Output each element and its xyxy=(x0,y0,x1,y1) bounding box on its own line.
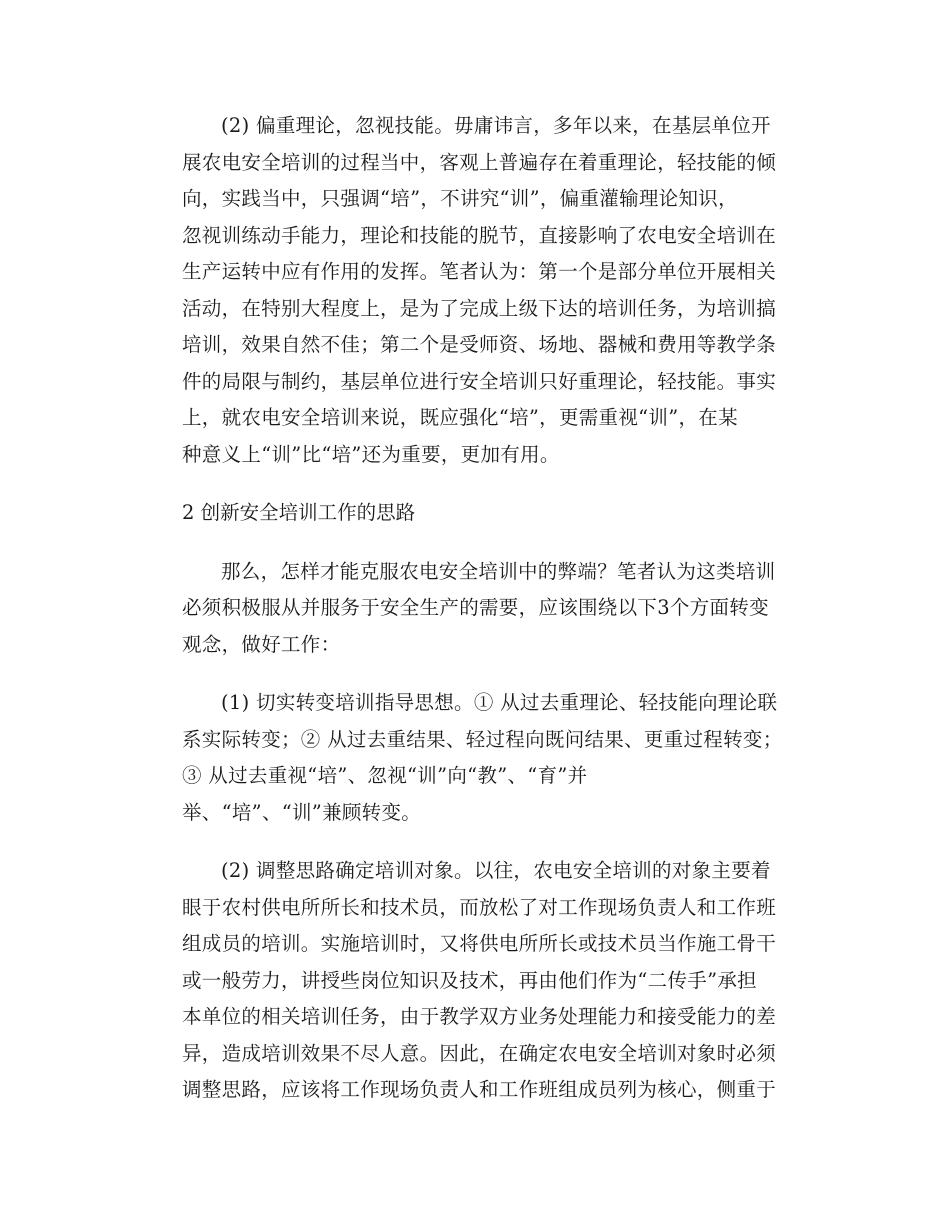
text-line: (1) 切实转变培训指导思想。① 从过去重理论、轻技能向理论联 xyxy=(221,691,778,714)
section-heading xyxy=(143,495,808,532)
paragraph-change-guiding-thought xyxy=(143,685,808,831)
text-line: 生产运转中应有作用的发挥。笔者认为：第一个是部分单位开展相关 xyxy=(182,260,777,283)
text-line: 或一般劳力，讲授些岗位知识及技术，再由他们作为“二传手”承担 xyxy=(182,968,757,992)
text-line: 举、“培”、“训”兼顾转变。 xyxy=(182,800,422,824)
paragraph-how-to-overcome xyxy=(143,554,808,664)
text-line: (2) 偏重理论，忽视技能。毋庸讳言，多年以来，在基层单位开 xyxy=(221,114,771,137)
text-line: 活动，在特别大程度上，是为了完成上级下达的培训任务，为培训搞 xyxy=(182,296,777,320)
text-line: 展农电安全培训的过程当中，客观上普遍存在着重理论，轻技能的倾 xyxy=(182,150,777,174)
text-line: 种意义上“训”比“培”还为重要，更加有用。 xyxy=(182,442,560,466)
text-line: 观念，做好工作： xyxy=(182,632,341,656)
document-body xyxy=(143,108,808,1109)
text-line: 那么，怎样才能克服农电安全培训中的弊端？笔者认为这类培训 xyxy=(221,559,776,583)
text-line: 异，造成培训效果不尽人意。因此，在确定农电安全培训对象时必须 xyxy=(182,1041,777,1065)
text-line: 眼于农村供电所所长和技术员，而放松了对工作现场负责人和工作班 xyxy=(182,895,777,919)
text-line: (2) 调整思路确定培训对象。以往，农电安全培训的对象主要着 xyxy=(221,859,771,882)
paragraph-theory-over-skills xyxy=(143,108,808,473)
section-heading-text: 2 创新安全培训工作的思路 xyxy=(182,501,416,524)
text-line: 本单位的相关培训任务，由于教学双方业务处理能力和接受能力的差 xyxy=(182,1005,777,1028)
text-line: 组成员的培训。实施培训时，又将供电所所长或技术员当作施工骨干 xyxy=(182,932,777,955)
text-line: 必须积极服从并服务于安全生产的需要，应该围绕以下3个方面转变 xyxy=(182,596,769,619)
text-line: ③ 从过去重视“培”、忽视“训”向“教”、“育”并 xyxy=(182,764,588,787)
text-line: 向，实践当中，只强调“培”，不讲究“训”，偏重灌输理论知识， xyxy=(182,187,738,210)
paragraph-training-targets xyxy=(143,853,808,1109)
text-line: 忽视训练动手能力，理论和技能的脱节，直接影响了农电安全培训在 xyxy=(182,223,777,247)
text-line: 上，就农电安全培训来说，既应强化“培”，更需重视“训”，在某 xyxy=(182,406,738,429)
text-line: 调整思路，应该将工作现场负责人和工作班组成员列为核心，侧重于 xyxy=(182,1078,777,1101)
text-line: 件的局限与制约，基层单位进行安全培训只好重理论，轻技能。事实 xyxy=(182,369,777,393)
text-line: 系实际转变；② 从过去重结果、轻过程向既问结果、更重过程转变； xyxy=(182,727,783,751)
text-line: 培训，效果自然不佳；第二个是受师资、场地、器械和费用等教学条 xyxy=(182,333,777,356)
